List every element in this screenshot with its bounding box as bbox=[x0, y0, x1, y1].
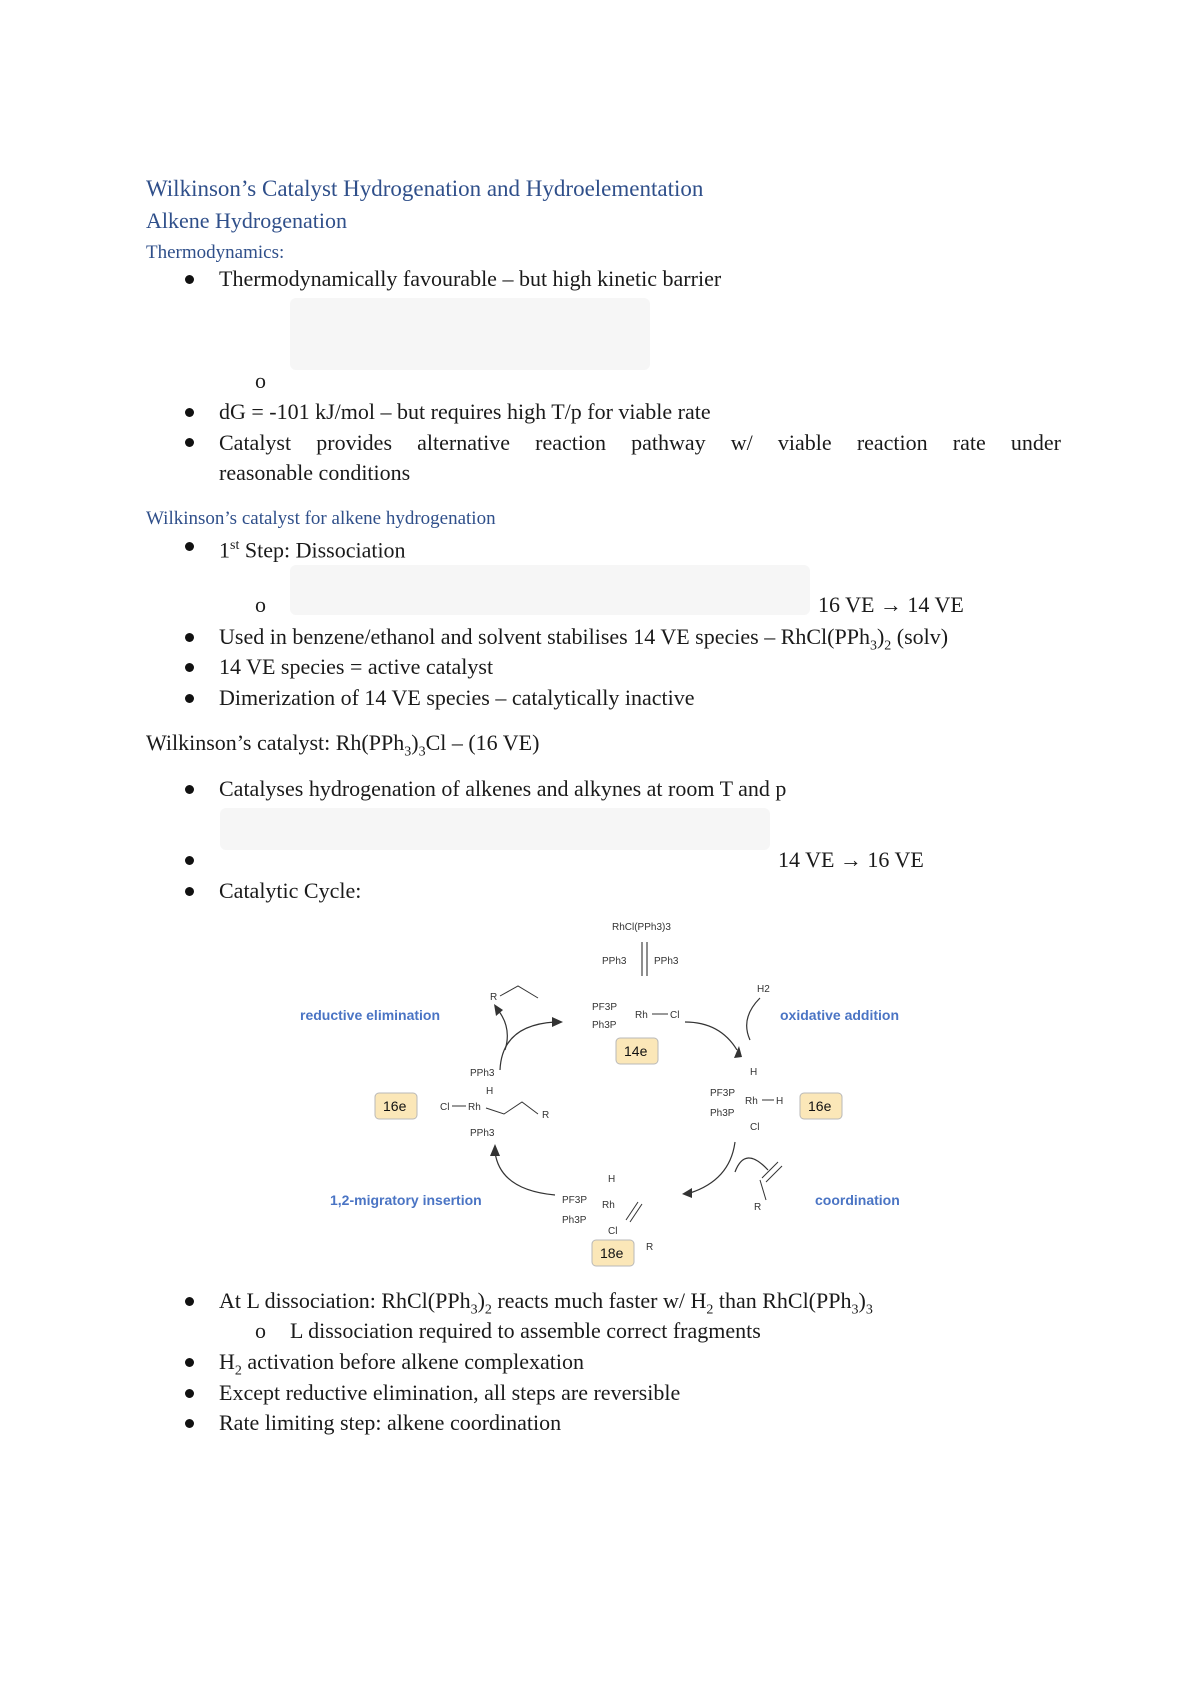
step-ordinal: st bbox=[230, 538, 240, 553]
subscript: 2 bbox=[234, 1363, 242, 1379]
arrow-oxidative-addition bbox=[685, 1022, 737, 1050]
step-label: Step: Dissociation bbox=[239, 537, 406, 563]
left-rh: Rh bbox=[468, 1102, 481, 1113]
ve-change-14-to-16: 14 VE → 16 VE bbox=[778, 847, 924, 872]
electron-count-left: 16e bbox=[383, 1098, 407, 1114]
bottom-alkene-1 bbox=[626, 1202, 638, 1220]
step-number: 1 bbox=[219, 537, 230, 563]
bullet-marker bbox=[185, 275, 194, 284]
bottom-cl: Cl bbox=[608, 1226, 618, 1237]
subscript: 3 bbox=[869, 638, 877, 654]
right-cl: Cl bbox=[750, 1122, 760, 1133]
arrow-product-out bbox=[498, 1010, 507, 1050]
bullet-thermo-favourable: Thermodynamically favourable – but high kinetic barrier bbox=[219, 266, 722, 291]
text: Cl – (16 VE) bbox=[425, 730, 540, 755]
bullet-marker bbox=[185, 1389, 194, 1398]
left-pph3-bottom: PPh3 bbox=[470, 1128, 495, 1139]
label-oxidative-addition: oxidative addition bbox=[780, 1007, 900, 1023]
electron-count-bottom: 18e bbox=[600, 1245, 624, 1261]
arrow-coordination bbox=[690, 1142, 735, 1193]
document-title: Wilkinson’s Catalyst Hydrogenation and Hydroelementation bbox=[146, 176, 704, 201]
left-cl: Cl bbox=[440, 1102, 450, 1113]
right-rh: Rh bbox=[745, 1096, 758, 1107]
text: ) bbox=[411, 730, 419, 755]
arrow-alkene-in bbox=[735, 1158, 768, 1172]
bottom-ph3p: Ph3P bbox=[562, 1215, 587, 1226]
left-h: H bbox=[486, 1086, 494, 1097]
catalytic-cycle-diagram bbox=[290, 910, 950, 1275]
subscript: 3 bbox=[404, 744, 412, 760]
sub-bullet-l-dissociation-required: L dissociation required to assemble correct fragments bbox=[290, 1318, 761, 1343]
right-pph3: PF3P bbox=[710, 1088, 736, 1099]
top-cl: Cl bbox=[670, 1010, 680, 1021]
electron-count-right: 16e bbox=[808, 1098, 832, 1114]
text: Used in benzene/ethanol and solvent stabilises 14 VE species – RhCl(PPh bbox=[219, 624, 870, 649]
bullet-catalyst-pathway: Catalyst provides alternative reaction pathway w/ viable reaction rate under bbox=[219, 430, 1061, 455]
bullet-active-catalyst: 14 VE species = active catalyst bbox=[219, 654, 494, 679]
arrowhead bbox=[682, 1188, 692, 1198]
subscript: 3 bbox=[418, 744, 426, 760]
text: than RhCl(PPh bbox=[713, 1288, 852, 1313]
subscript: 2 bbox=[484, 1302, 492, 1318]
bullet-marker bbox=[185, 542, 194, 551]
bullet-marker bbox=[185, 856, 194, 865]
bullet-marker bbox=[185, 1297, 194, 1306]
bullet-reversible: Except reductive elimination, all steps are reversible bbox=[219, 1380, 681, 1405]
text: At L dissociation: RhCl(PPh bbox=[219, 1288, 471, 1313]
bottom-alkene-2 bbox=[630, 1204, 642, 1222]
bottom-rh: Rh bbox=[602, 1200, 615, 1211]
blurred-oxidative-addition-image bbox=[220, 808, 770, 850]
bullet-catalyses-hydrogenation: Catalyses hydrogenation of alkenes and alkynes at room T and p bbox=[219, 776, 787, 801]
electron-count-top: 14e bbox=[624, 1043, 648, 1059]
bullet-dg: dG = -101 kJ/mol – but requires high T/p for viable rate bbox=[219, 399, 711, 424]
top-rh: Rh bbox=[635, 1010, 648, 1021]
subscript: 3 bbox=[851, 1302, 859, 1318]
section-heading-alkene-hydrogenation: Alkene Hydrogenation bbox=[146, 208, 347, 233]
sub-bullet-marker: o bbox=[255, 592, 266, 617]
text: reacts much faster w/ H bbox=[491, 1288, 707, 1313]
arrow-migratory-insertion bbox=[495, 1152, 555, 1195]
text: ) bbox=[858, 1288, 866, 1313]
right-ph3p: Ph3P bbox=[710, 1108, 735, 1119]
ve-change-16-to-14: 16 VE → 14 VE bbox=[818, 592, 964, 617]
text: activation before alkene complexation bbox=[241, 1349, 584, 1374]
blurred-dissociation-image bbox=[290, 565, 810, 615]
h2-input: H2 bbox=[757, 984, 770, 995]
section-heading-wilkinson-alkene: Wilkinson’s catalyst for alkene hydrogenation bbox=[146, 508, 496, 529]
left-r: R bbox=[542, 1110, 550, 1121]
bullet-first-step bbox=[219, 533, 406, 563]
bullet-marker bbox=[185, 633, 194, 642]
right-h-side: H bbox=[776, 1096, 784, 1107]
pph3-left-label: PPh3 bbox=[602, 956, 627, 967]
bullet-rate-limiting: Rate limiting step: alkene coordination bbox=[219, 1410, 562, 1435]
subscript: 3 bbox=[865, 1302, 873, 1318]
rhcl-pph3-3-label: RhCl(PPh3)3 bbox=[612, 922, 671, 933]
pph3-right-label: PPh3 bbox=[654, 956, 679, 967]
label-coordination: coordination bbox=[815, 1192, 900, 1208]
arrow-h2-in bbox=[747, 998, 760, 1040]
right-h-top: H bbox=[750, 1067, 758, 1078]
top-ph3p: Ph3P bbox=[592, 1020, 617, 1031]
bottom-pph3: PF3P bbox=[562, 1195, 588, 1206]
label-reductive-elimination: reductive elimination bbox=[300, 1007, 441, 1023]
bullet-marker bbox=[185, 438, 194, 447]
arrow-reductive-elimination bbox=[500, 1022, 555, 1070]
alkene-substituent bbox=[760, 1180, 766, 1200]
alkene-r: R bbox=[754, 1202, 762, 1213]
blurred-reaction-image bbox=[290, 298, 650, 370]
bullet-marker bbox=[185, 1358, 194, 1367]
bullet-dimerization: Dimerization of 14 VE species – catalytically inactive bbox=[219, 685, 695, 710]
bullet-catalyst-pathway-cont: reasonable conditions bbox=[219, 460, 411, 485]
left-pph3-top: PPh3 bbox=[470, 1068, 495, 1079]
wilkinson-formula-line bbox=[146, 730, 539, 765]
subscript: 2 bbox=[706, 1302, 714, 1318]
bottom-h: H bbox=[608, 1174, 616, 1185]
alkene-double-bond-1 bbox=[762, 1162, 778, 1178]
text: Wilkinson’s catalyst: Rh(PPh bbox=[146, 730, 405, 755]
left-alkyl-chain bbox=[486, 1102, 538, 1114]
top-pph3: PF3P bbox=[592, 1002, 618, 1013]
arrowhead bbox=[552, 1017, 563, 1027]
subscript: 3 bbox=[470, 1302, 478, 1318]
bullet-marker bbox=[185, 887, 194, 896]
bullet-marker bbox=[185, 694, 194, 703]
alkene-double-bond-2 bbox=[766, 1166, 782, 1182]
sub-bullet-marker: o bbox=[255, 1318, 266, 1343]
bullet-marker bbox=[185, 408, 194, 417]
subheading-thermodynamics: Thermodynamics: bbox=[146, 242, 285, 263]
product-r: R bbox=[490, 992, 498, 1003]
sub-bullet-marker: o bbox=[255, 368, 266, 393]
bullet-marker bbox=[185, 663, 194, 672]
text: (solv) bbox=[891, 624, 949, 649]
bullet-catalytic-cycle: Catalytic Cycle: bbox=[219, 878, 362, 903]
text: ) bbox=[876, 624, 885, 649]
text: ) bbox=[477, 1288, 485, 1313]
arrowhead bbox=[490, 1144, 500, 1156]
product-alkane bbox=[500, 986, 538, 998]
subscript: 2 bbox=[884, 638, 892, 654]
label-migratory-insertion: 1,2-migratory insertion bbox=[330, 1192, 482, 1208]
bullet-marker bbox=[185, 1419, 194, 1428]
bottom-r: R bbox=[646, 1242, 654, 1253]
bullet-marker bbox=[185, 785, 194, 794]
text: H bbox=[219, 1349, 235, 1374]
